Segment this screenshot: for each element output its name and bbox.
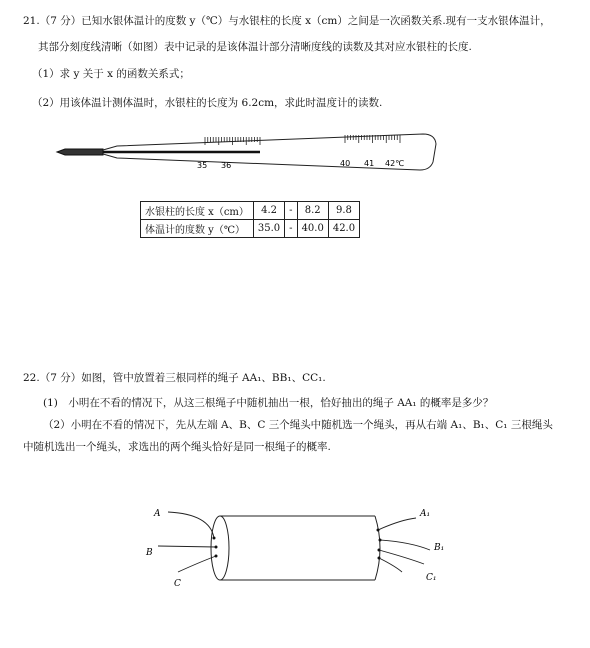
rope-extra-right bbox=[379, 558, 402, 572]
problem-21-continuation: 其部分刻度线清晰（如图）表中记录的是该体温计部分清晰度线的读数及其对应水银柱的长度. bbox=[38, 41, 472, 53]
label-c: C bbox=[174, 579, 181, 589]
label-c1: C₁ bbox=[426, 573, 437, 583]
table-cell: 42.0 bbox=[328, 220, 359, 238]
tube-right-end bbox=[375, 516, 380, 580]
problem-22-question-2-line-1: （2）小明在不看的情况下，先从左端 A、B、C 三个绳头中随机选一个绳头，再从右端 A₁、B₁、C₁ 三根绳头 bbox=[43, 419, 553, 431]
problem-21-question-1: （1）求 y 关于 x 的函数关系式； bbox=[32, 68, 190, 80]
data-table bbox=[140, 201, 360, 238]
tube-left-end bbox=[211, 516, 229, 580]
thermo-label-35: 35 bbox=[197, 161, 208, 170]
problem-21-header: 21.（7 分）已知水银体温计的度数 y（℃）与水银柱的长度 x（cm）之间是一次函数关系.现有一支水银体温计， bbox=[23, 15, 551, 27]
tube-ropes-figure bbox=[140, 500, 480, 610]
label-a: A bbox=[154, 509, 161, 519]
table-row bbox=[141, 220, 360, 238]
thermo-label-36: 36 bbox=[221, 161, 232, 170]
thermo-label-42: 42℃ bbox=[385, 159, 405, 168]
label-b1: B₁ bbox=[434, 543, 445, 553]
thermo-label-40: 40 bbox=[340, 159, 351, 168]
thermo-label-41: 41 bbox=[364, 159, 375, 168]
rope-a-left bbox=[168, 512, 214, 538]
label-a1: A₁ bbox=[420, 509, 431, 519]
problem-22-question-1: (1) 小明在不看的情况下，从这三根绳子中随机抽出一根，恰好抽出的绳子 AA₁ 的概率是多少？ bbox=[43, 397, 494, 409]
problem-22-header: 22.（7 分）如图，管中放置着三根同样的绳子 AA₁、BB₁、CC₁. bbox=[23, 372, 326, 384]
table-cell: - bbox=[285, 202, 297, 220]
table-cell: 体温计的度数 y（℃） bbox=[141, 220, 254, 238]
problem-22-question-2-line-2: 中随机选出一个绳头，求选出的两个绳头恰好是同一根绳子的概率. bbox=[23, 441, 331, 453]
rope-b-left bbox=[158, 546, 216, 547]
table-cell: 40.0 bbox=[297, 220, 328, 238]
table-cell: 4.2 bbox=[253, 202, 284, 220]
rope-b1-right bbox=[380, 540, 430, 550]
problem-21-question-2: （2）用该体温计测体温时，水银柱的长度为 6.2cm，求此时温度计的读数. bbox=[32, 97, 383, 109]
table-cell: 8.2 bbox=[297, 202, 328, 220]
rope-a1-right bbox=[378, 518, 416, 530]
table-row bbox=[141, 202, 360, 220]
table-cell: 9.8 bbox=[328, 202, 359, 220]
table-cell: 水银柱的长度 x（cm） bbox=[141, 202, 254, 220]
thermometer-figure bbox=[55, 126, 455, 186]
label-b: B bbox=[146, 548, 153, 558]
table-cell: - bbox=[285, 220, 297, 238]
table-cell: 35.0 bbox=[253, 220, 284, 238]
rope-c-left bbox=[178, 556, 216, 572]
